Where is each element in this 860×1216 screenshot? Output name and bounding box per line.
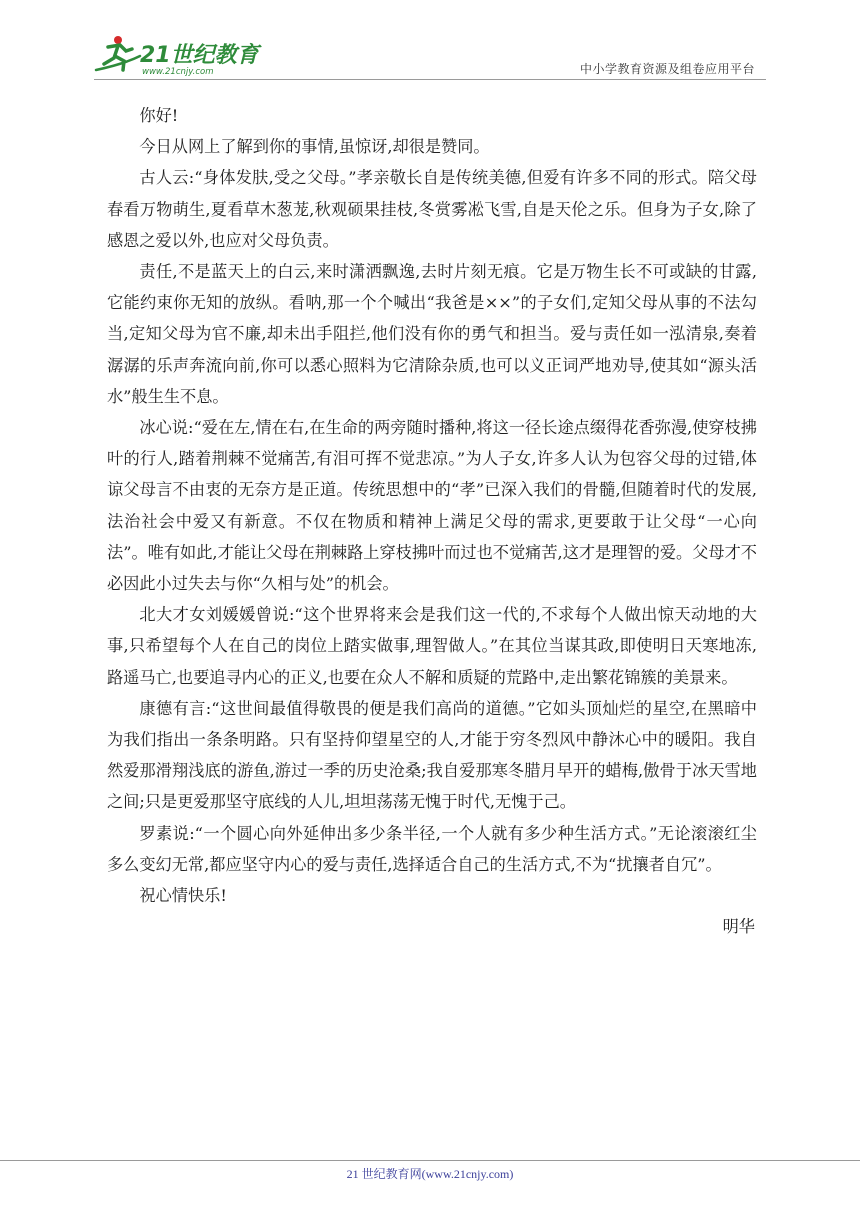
footer-text[interactable]: 21 世纪教育网(www.21cnjy.com) bbox=[346, 1167, 514, 1181]
signature: 明华 bbox=[722, 917, 755, 937]
footer-divider bbox=[0, 1160, 860, 1161]
runner-head-icon bbox=[114, 36, 122, 44]
letter-body bbox=[107, 100, 757, 942]
logo-url: www.21cnjy.com bbox=[142, 67, 214, 76]
paragraph: 罗素说:“一个圆心向外延伸出多少条半径,一个人就有多少种生活方式。”无论滚滚红尘多么变幻无常,都应坚守内心的爱与责任,选择适合自己的生活方式,不为“扰攘者自冗”。 bbox=[107, 823, 757, 874]
paragraph: 北大才女刘媛媛曾说:“这个世界将来会是我们这一代的,不求每个人做出惊天动地的大事,只希望每个人在自己的岗位上踏实做事,理智做人。”在其位当谋其政,即使明日天寒地冻,路遥马亡,也要追寻内心的正义,也要在众人不解和质疑的荒路中,走出繁花锦簇的美景来。 bbox=[107, 605, 757, 687]
header-divider bbox=[94, 79, 766, 80]
paragraph: 康德有言:“这世间最值得敬畏的便是我们高尚的道德。”它如头顶灿烂的星空,在黑暗中为我们指出一条条明路。只有坚持仰望星空的人,才能于穷冬烈风中静沐心中的暖阳。我自然爱那滑翔浅底的游鱼,游过一季的历史沧桑;我自爱那寒冬腊月早开的蜡梅,傲骨于冰天雪地之间;只是更爱那坚守底线的人儿,坦坦荡荡无愧于时代,无愧于己。 bbox=[107, 698, 757, 812]
paragraph: 古人云:“身体发肤,受之父母。”孝亲敬长自是传统美德,但爱有许多不同的形式。陪父母春看万物萌生,夏看草木葱茏,秋观硕果挂枝,冬赏雾凇飞雪,自是天伦之乐。但身为子女,除了感恩之爱以外,也应对父母负责。 bbox=[107, 168, 757, 250]
paragraph: 今日从网上了解到你的事情,虽惊讶,却很是赞同。 bbox=[139, 137, 490, 157]
paragraph: 冰心说:“爱在左,情在右,在生命的两旁随时播种,将这一径长途点缀得花香弥漫,使穿枝拂叶的行人,踏着荆棘不觉痛苦,有泪可挥不觉悲凉。”为人子女,许多人认为包容父母的过错,体谅父母言不由衷的无奈方是正道。传统思想中的“孝”已深入我们的骨髓,但随着时代的发展,法治社会中爱又有新意。不仅在物质和精神上满足父母的需求,更要敢于让父母“一心向法”。唯有如此,才能让父母在荆棘路上穿枝拂叶而过也不觉痛苦,这才是理智的爱。父母才不必因此小过失去与你“久相与处”的机会。 bbox=[107, 418, 757, 594]
greeting: 你好! bbox=[139, 106, 179, 125]
page-header bbox=[0, 0, 860, 80]
paragraph: 责任,不是蓝天上的白云,来时潇洒飘逸,去时片刻无痕。它是万物生长不可或缺的甘露,它能约束你无知的放纵。看呐,那一个个喊出“我爸是××”的子女们,定知父母从事的不法勾当,定知父母为官不廉,却未出手阻拦,他们没有你的勇气和担当。爱与责任如一泓清泉,奏着潺潺的乐声奔流向前,你可以悉心照料为它清除杂质,也可以义正词严地劝导,使其如“源头活水”般生生不息。 bbox=[107, 262, 757, 406]
logo-21cnjy bbox=[94, 34, 264, 76]
closing: 祝心情快乐! bbox=[139, 886, 227, 906]
logo-text: 21世纪教育 bbox=[140, 43, 259, 68]
platform-name: 中小学教育资源及组卷应用平台 bbox=[579, 62, 755, 76]
